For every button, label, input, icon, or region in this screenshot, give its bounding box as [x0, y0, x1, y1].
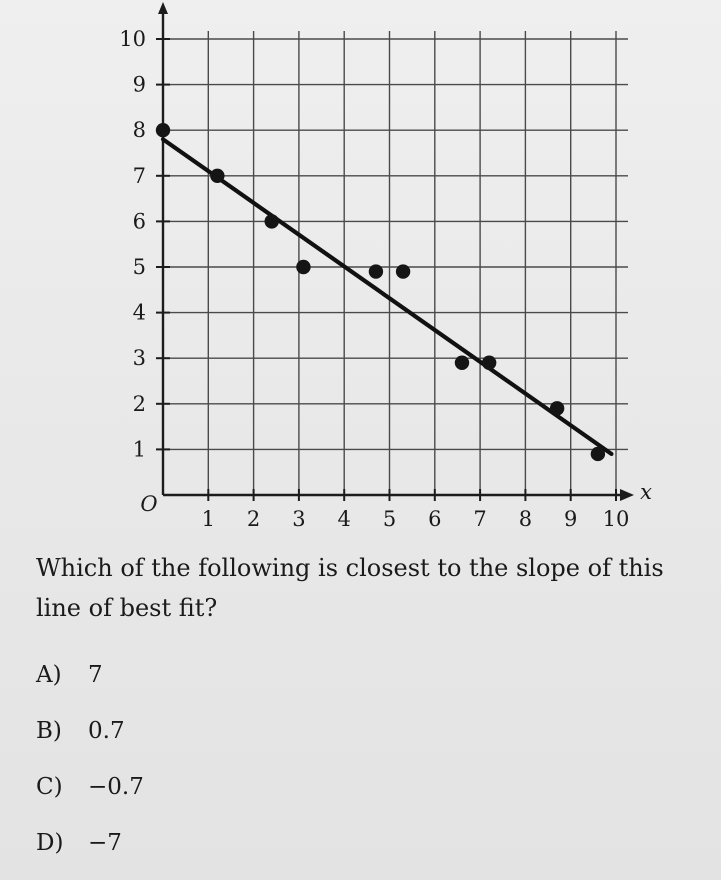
choice-b-letter: B) — [36, 718, 62, 744]
x-axis-label: x — [640, 480, 652, 504]
choice-c-letter: C) — [36, 774, 63, 800]
x-tick-label: 9 — [564, 507, 578, 531]
choice-b-value: 0.7 — [88, 718, 125, 744]
data-point — [455, 356, 469, 370]
y-tick-label: 1 — [132, 437, 146, 462]
y-axis-arrow — [158, 2, 168, 14]
x-tick-label: 2 — [246, 507, 261, 531]
x-axis-arrow — [620, 489, 634, 501]
data-point — [482, 356, 496, 370]
x-tick-label: 10 — [602, 507, 630, 531]
data-point — [591, 447, 605, 461]
best-fit-line-group — [163, 139, 611, 454]
choice-c-value: −0.7 — [88, 774, 144, 800]
data-point — [369, 264, 383, 278]
x-tick-label: 1 — [201, 507, 215, 531]
choice-c[interactable] — [36, 767, 144, 823]
axes — [156, 2, 634, 501]
y-tick-label: 7 — [132, 163, 146, 188]
choice-a[interactable] — [36, 655, 144, 711]
answer-choices — [36, 655, 144, 879]
x-tick-label: 3 — [292, 507, 306, 531]
y-tick-label: 2 — [132, 391, 146, 416]
data-point — [265, 214, 279, 228]
grid — [163, 31, 628, 495]
x-tick-label: 6 — [428, 507, 442, 531]
y-tick-label: 3 — [132, 346, 146, 371]
choice-d-value: −7 — [88, 830, 122, 856]
data-point — [550, 401, 564, 415]
y-tick-label: 5 — [132, 255, 146, 279]
x-tick-label: 8 — [518, 507, 533, 531]
x-tick-label: 4 — [337, 507, 351, 531]
best-fit-line — [163, 139, 611, 454]
choice-a-value: 7 — [88, 662, 103, 688]
y-tick-label: 10 — [119, 27, 146, 51]
choice-a-letter: A) — [36, 662, 62, 688]
data-point — [156, 123, 170, 137]
x-tick-label: 7 — [473, 507, 487, 531]
y-tick-label: 9 — [132, 72, 146, 97]
choice-b[interactable] — [36, 711, 144, 767]
choice-d-letter: D) — [36, 830, 64, 856]
x-tick-label: 5 — [382, 507, 397, 531]
y-tick-label: 6 — [132, 209, 146, 234]
choice-d[interactable] — [36, 823, 144, 879]
tick-labels — [119, 27, 652, 531]
question-text: Which of the following is closest to the slope of this line of best fit? — [36, 554, 664, 622]
origin-label: O — [140, 492, 158, 516]
y-tick-label: 4 — [132, 300, 146, 325]
data-point — [296, 260, 310, 274]
data-point — [396, 264, 410, 278]
data-point — [210, 169, 224, 183]
y-tick-label: 8 — [132, 118, 146, 143]
